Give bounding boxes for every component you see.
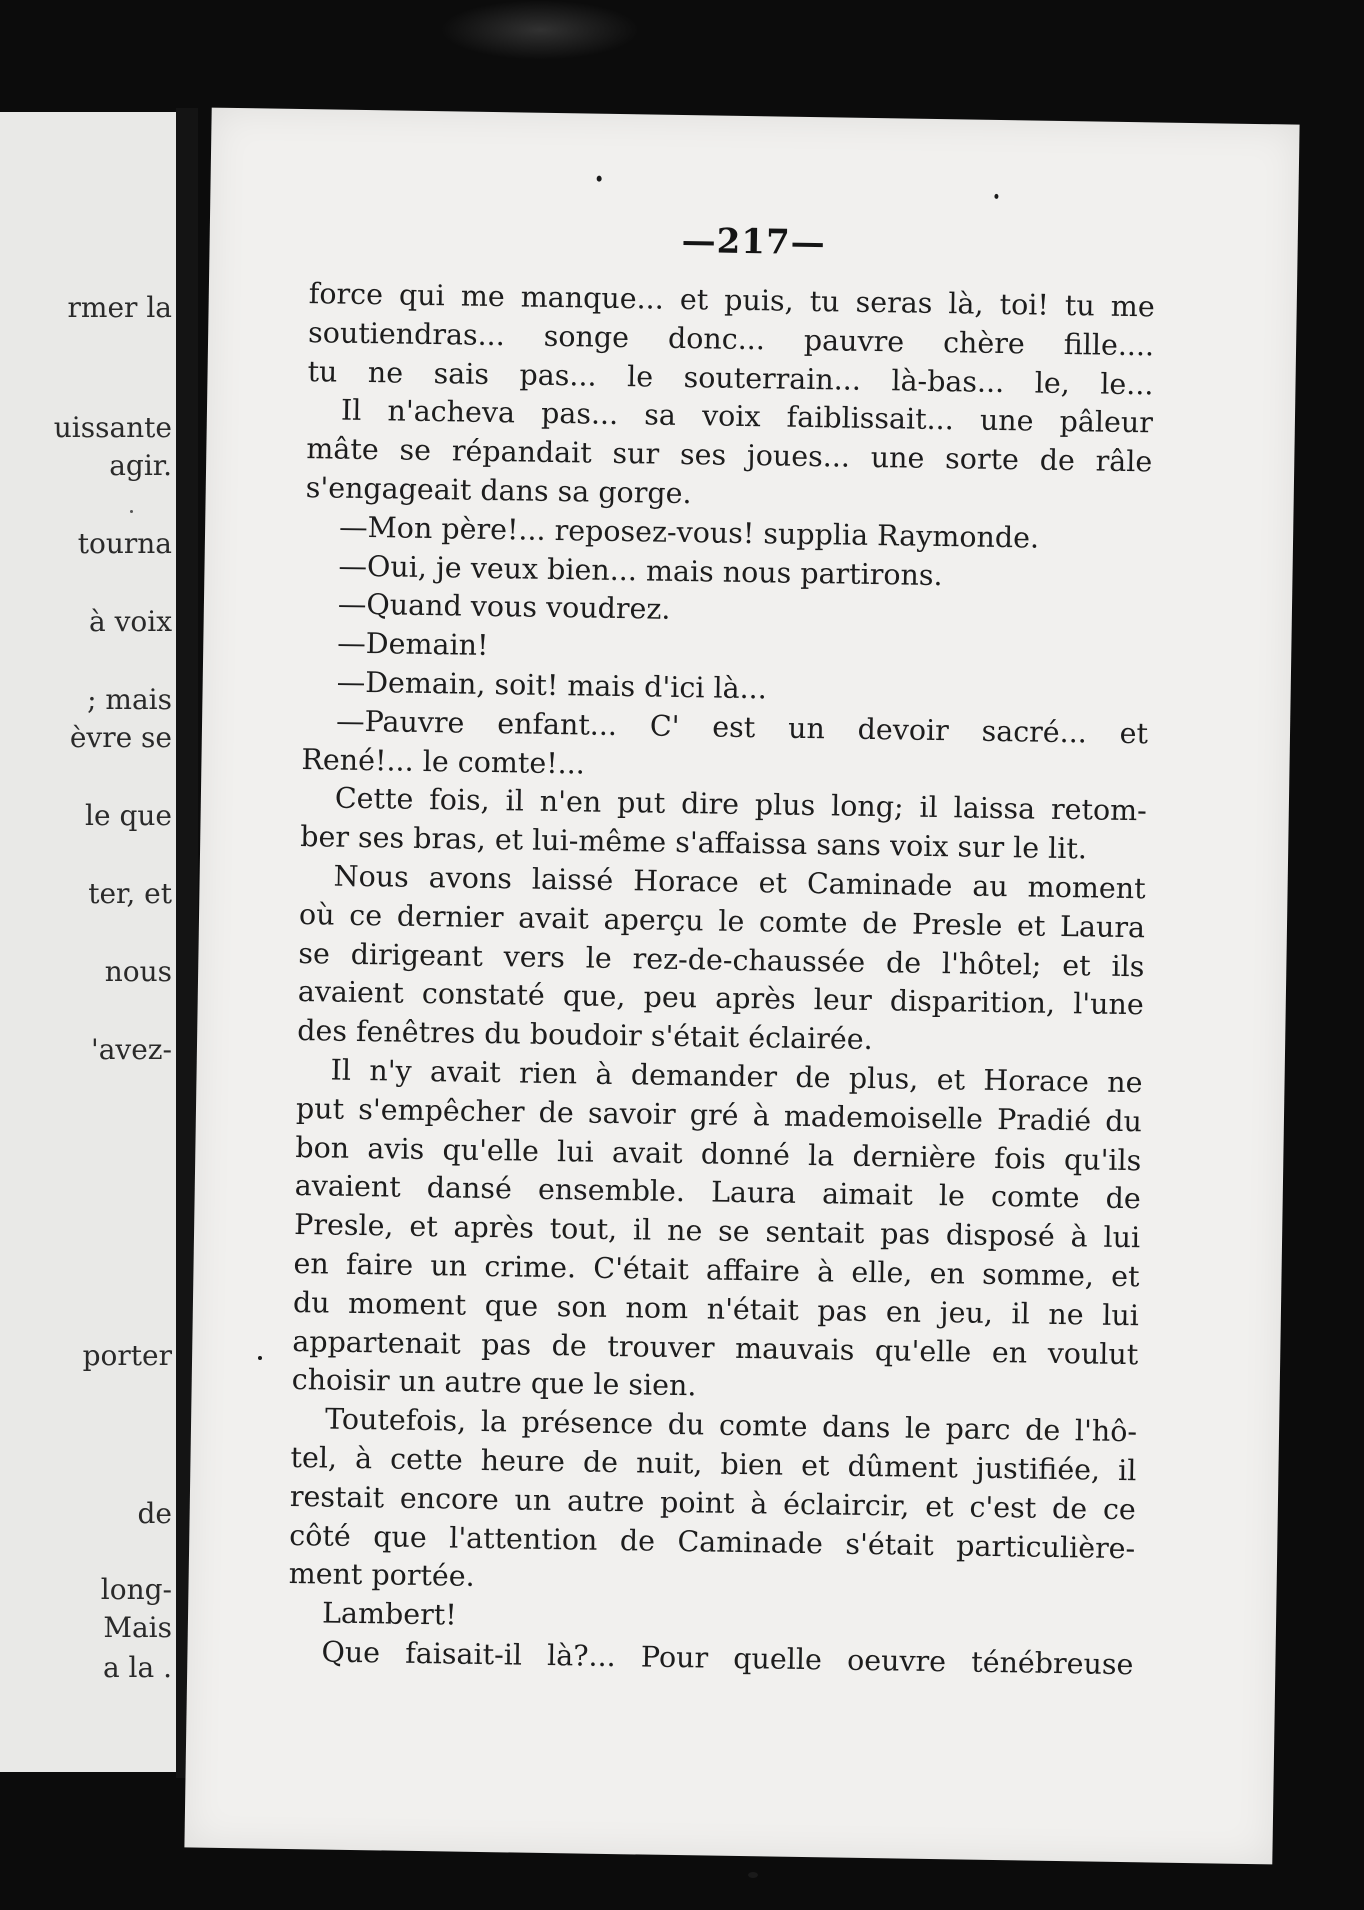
text-line: avaient dansé ensemble. Laura aimait le comte de [294, 1169, 1141, 1216]
text-line: du moment que son nom n'était pas en jeu, il ne lui [292, 1285, 1140, 1332]
dialogue-line: —Oui, je veux bien... mais nous partirons. [338, 549, 943, 592]
scan-speck [748, 1872, 758, 1878]
left-facing-page [0, 112, 176, 1772]
text-line: bon avis qu'elle lui avait donné la dernière fois qu'ils [295, 1130, 1142, 1177]
left-fragment: uissante [53, 411, 172, 444]
text-line: tu ne sais pas... le souterrain... là-bas... le, le... [307, 354, 1154, 401]
text-line: restait encore un autre point à éclaircir, et c'est de ce [289, 1479, 1137, 1526]
left-fragment: Mais [103, 1611, 172, 1644]
text-line: s'engageait dans sa gorge. [305, 471, 692, 511]
left-fragment: èvre se [69, 721, 172, 754]
text-line: put s'empêcher de savoir gré à mademoiselle Pradié du [295, 1091, 1143, 1139]
text-line: mâte se répandait sur ses joues... une sorte de râle [306, 432, 1153, 479]
dialogue-line: —Demain! [337, 626, 489, 663]
text-line: en faire un crime. C'était affaire à elle, en somme, et [293, 1246, 1140, 1294]
text-line: ber ses bras, et lui-même s'affaissa sans voix sur le lit. [300, 820, 1088, 866]
text-line: où ce dernier avait aperçu le comte de Presle et Laura [298, 897, 1146, 945]
text-line: avaient constaté que, peu après leur disparition, l'une [297, 975, 1145, 1022]
left-fragment: 'avez- [91, 1033, 172, 1066]
scan-speck [994, 194, 998, 199]
left-fragment: a la . [102, 1651, 172, 1684]
text-line: Toutefois, la présence du comte dans le parc de l'hô- [324, 1402, 1138, 1449]
text-line: Nous avons laissé Horace et Caminade au moment [333, 859, 1146, 906]
dialogue-line: —Demain, soit! mais d'ici là... [336, 665, 768, 706]
text-line: Lambert! [321, 1596, 457, 1632]
scan-smudge [440, 0, 640, 60]
text-line: choisir un autre que le sien. [291, 1363, 697, 1403]
text-line: Presle, et après tout, il ne se sentait pas disposé à lui [293, 1208, 1141, 1255]
text-line: tel, à cette heure de nuit, bien et dûment justifiée, il [290, 1440, 1137, 1488]
left-fragment: à voix [88, 605, 172, 638]
left-fragment: le que [85, 799, 172, 832]
left-fragment: rmer la [67, 291, 172, 324]
page-number: —217— [681, 220, 826, 264]
left-fragment: tourna [77, 527, 172, 560]
text-line: René!... le comte!... [301, 742, 586, 781]
page-body-text [287, 275, 1155, 1685]
left-fragment: de [137, 1497, 172, 1530]
text-line: Cette fois, il n'en put dire plus long; il laissa retom- [334, 781, 1148, 828]
text-line: force qui me manque... et puis, tu seras là, toi! tu me [308, 277, 1155, 324]
left-fragment: ter, et [88, 877, 172, 910]
left-fragment: ; mais [87, 683, 172, 716]
text-line: se dirigeant vers le rez-de-chaussée de l'hôtel; et ils [298, 936, 1145, 983]
book-page [184, 108, 1299, 1865]
scan-speck [130, 510, 133, 513]
left-fragment: porter [82, 1339, 172, 1372]
text-line: des fenêtres du boudoir s'était éclairée. [296, 1014, 873, 1057]
text-line: côté que l'attention de Caminade s'était particulière- [289, 1518, 1136, 1565]
text-line: Il n'acheva pas... sa voix faiblissait... une pâleur [340, 394, 1154, 440]
text-line: soutiendras... songe donc... pauvre chère fille.... [307, 315, 1155, 363]
text-line: Que faisait-il là?... Pour quelle oeuvre ténébreuse [321, 1635, 1134, 1682]
left-fragment: long- [100, 1573, 172, 1606]
text-line: Il n'y avait rien à demander de plus, et Horace ne [330, 1053, 1143, 1100]
dialogue-line: —Mon père!... reposez-vous! supplia Raymonde. [338, 510, 1040, 555]
text-line: appartenait pas de trouver mauvais qu'elle en voulut [292, 1324, 1139, 1371]
scan-speck [258, 1356, 262, 1360]
dialogue-line: —Quand vous voudrez. [337, 587, 671, 627]
left-fragment: nous [104, 955, 172, 988]
left-fragment: agir. [109, 449, 172, 482]
scan-speck [597, 176, 602, 182]
text-line: ment portée. [288, 1557, 475, 1594]
dialogue-line: —Pauvre enfant... C' est un devoir sacré... et [335, 704, 1149, 751]
